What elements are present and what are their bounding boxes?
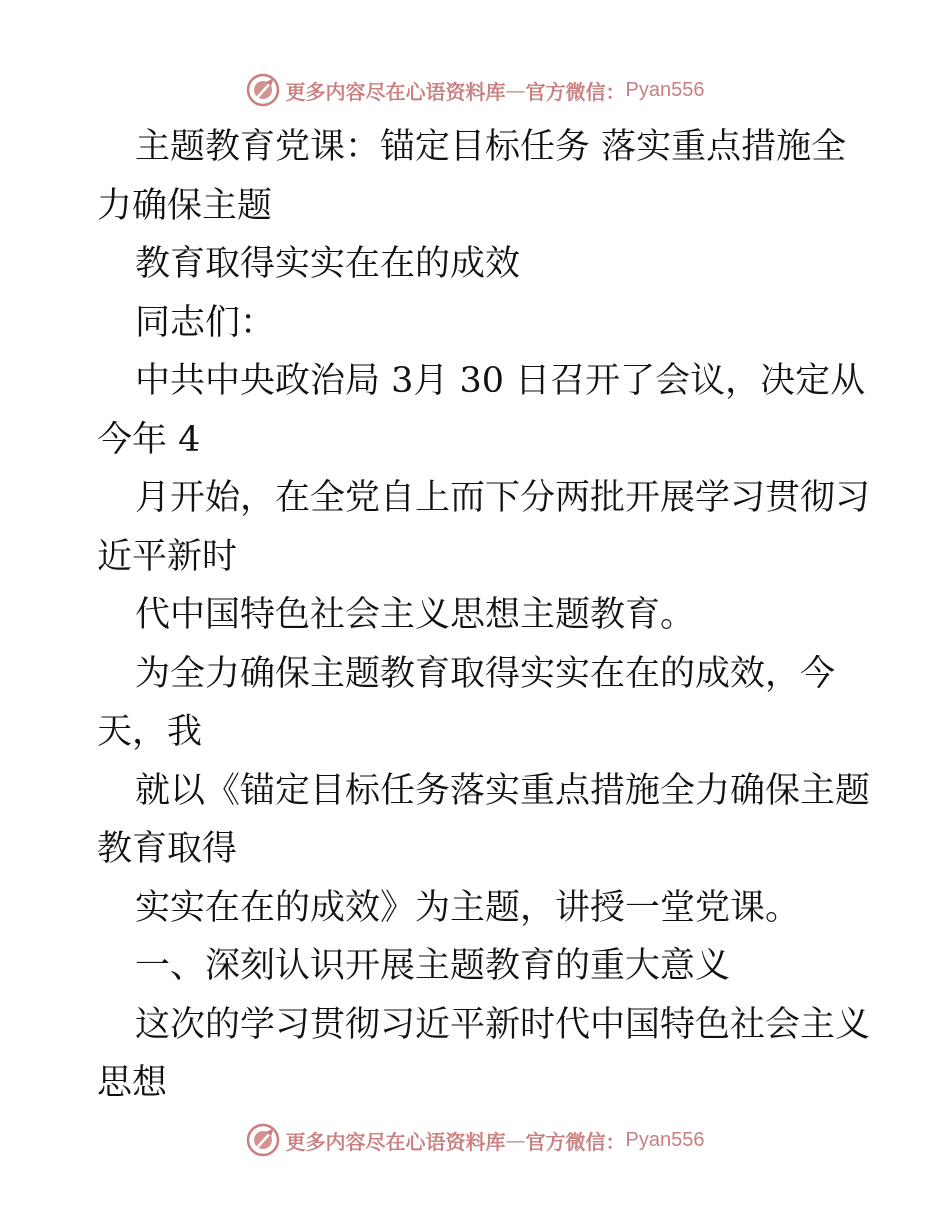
watermark-wechat-label: 官方微信： xyxy=(525,1129,626,1154)
text-line: 同志们： xyxy=(135,302,276,343)
text-line: 月开始，在全党自上而下分两批开展学习贯彻习 xyxy=(135,478,871,518)
text-line: 今年 4 xyxy=(97,419,201,460)
watermark-wechat-label: 官方微信： xyxy=(525,79,626,104)
watermark-site-text: 更多内容尽在心语资料库 xyxy=(285,1129,506,1154)
text-line: 主题教育党课：锚定目标任务 落实重点措施全 xyxy=(135,127,847,167)
text-line: 就以《锚定目标任务落实重点措施全力确保主题 xyxy=(135,770,871,811)
text-line: 教育取得实实在在的成效 xyxy=(135,244,521,284)
quill-seal-icon xyxy=(246,1123,280,1157)
text-line: 这次的学习贯彻习近平新时代中国特色社会主义 xyxy=(135,1004,871,1045)
text-line: 力确保主题 xyxy=(97,185,273,226)
text-line: 实实在在的成效》为主题，讲授一堂党课。 xyxy=(135,887,801,928)
text-line: 近平新时 xyxy=(97,536,238,577)
text-line: 为全力确保主题教育取得实实在在的成效，今 xyxy=(135,653,836,694)
watermark-site-text: 更多内容尽在心语资料库 xyxy=(285,79,506,104)
document-body xyxy=(97,118,871,1113)
text-line: 中共中央政治局 3月 30 日召开了会议，决定从 xyxy=(135,361,866,401)
text-line: 思想 xyxy=(97,1063,168,1103)
watermark-wechat-id: Pyan556 xyxy=(625,78,705,101)
text-line: 代中国特色社会主义思想主题教育。 xyxy=(135,595,696,635)
text-line: 天，我 xyxy=(97,712,203,752)
section-heading: 一、深刻认识开展主题教育的重大意义 xyxy=(135,946,731,986)
watermark-footer xyxy=(0,1120,950,1160)
watermark-wechat-id: Pyan556 xyxy=(625,1128,705,1151)
watermark-separator: — xyxy=(505,1128,526,1152)
watermark-header xyxy=(0,70,950,110)
watermark-separator: — xyxy=(505,78,526,102)
quill-seal-icon xyxy=(246,73,280,107)
text-line: 教育取得 xyxy=(97,829,238,869)
